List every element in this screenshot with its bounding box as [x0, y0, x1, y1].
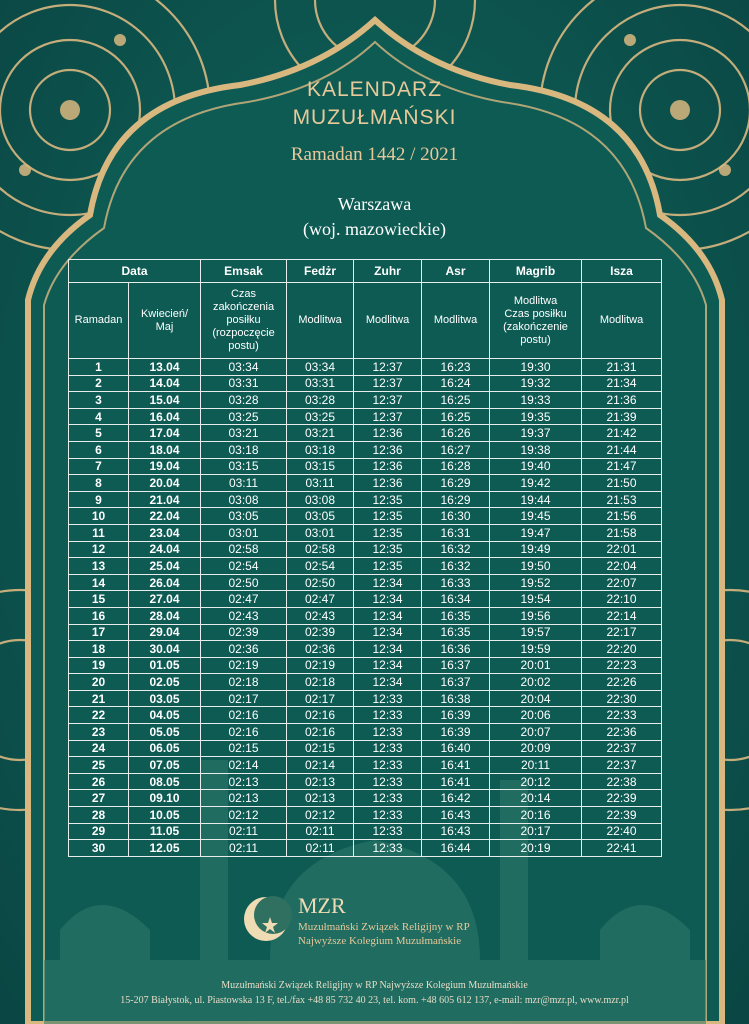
table-cell: 20.04	[129, 475, 201, 492]
table-cell: 02:14	[287, 757, 354, 774]
table-cell: 29.04	[129, 624, 201, 641]
table-cell: 22:14	[582, 607, 662, 624]
table-cell: 02:18	[287, 674, 354, 691]
table-cell: 02:11	[201, 840, 287, 857]
table-cell: 22	[69, 707, 129, 724]
table-cell: 30.04	[129, 641, 201, 658]
table-cell: 27	[69, 790, 129, 807]
logo-line1: Muzułmański Związek Religijny w RP	[298, 921, 470, 933]
table-cell: 10	[69, 508, 129, 525]
table-cell: 07.05	[129, 757, 201, 774]
table-cell: 02:11	[287, 823, 354, 840]
table-cell: 02:36	[287, 641, 354, 658]
table-cell: 12:33	[354, 807, 422, 824]
table-cell: 26	[69, 773, 129, 790]
table-cell: 02:47	[287, 591, 354, 608]
table-cell: 01.05	[129, 657, 201, 674]
table-cell: 19:52	[490, 574, 582, 591]
table-cell: 20:16	[490, 807, 582, 824]
table-cell: 05.05	[129, 724, 201, 741]
table-cell: 02:16	[201, 707, 287, 724]
table-cell: 12:34	[354, 657, 422, 674]
table-cell: 02.05	[129, 674, 201, 691]
table-cell: 22:33	[582, 707, 662, 724]
table-cell: 21:47	[582, 458, 662, 475]
table-cell: 03:01	[287, 524, 354, 541]
table-row	[69, 491, 662, 508]
table-cell: 02:58	[201, 541, 287, 558]
table-cell: 16:31	[422, 524, 490, 541]
table-cell: 03:05	[201, 508, 287, 525]
table-cell: 2	[69, 375, 129, 392]
table-cell: 25	[69, 757, 129, 774]
table-cell: 16:43	[422, 807, 490, 824]
table-cell: 02:18	[201, 674, 287, 691]
table-cell: 22:04	[582, 558, 662, 575]
table-cell: 21:56	[582, 508, 662, 525]
table-cell: 22:39	[582, 807, 662, 824]
table-cell: 22:30	[582, 690, 662, 707]
table-cell: 12:35	[354, 491, 422, 508]
table-cell: 19:32	[490, 375, 582, 392]
table-cell: 16:36	[422, 641, 490, 658]
calendar-title-line2: MUZUŁMAŃSKI	[292, 106, 457, 129]
table-cell: 16:24	[422, 375, 490, 392]
table-cell: 22:10	[582, 591, 662, 608]
city-name: Warszawa	[337, 194, 412, 214]
table-cell: 02:36	[201, 641, 287, 658]
table-cell: 4	[69, 408, 129, 425]
table-cell: 16:26	[422, 425, 490, 442]
table-cell: 23	[69, 724, 129, 741]
table-cell: 20:14	[490, 790, 582, 807]
table-cell: 9	[69, 491, 129, 508]
table-cell: 10.05	[129, 807, 201, 824]
table-body	[69, 359, 662, 857]
table-row	[69, 757, 662, 774]
table-cell: 25.04	[129, 558, 201, 575]
table-cell: 12	[69, 541, 129, 558]
table-cell: 22:23	[582, 657, 662, 674]
table-cell: 19.04	[129, 458, 201, 475]
table-cell: 02:16	[287, 724, 354, 741]
table-cell: 16:29	[422, 475, 490, 492]
table-row	[69, 823, 662, 840]
header-asr: Asr	[422, 260, 490, 283]
table-cell: 22:20	[582, 641, 662, 658]
table-cell: 30	[69, 840, 129, 857]
table-cell: 02:12	[201, 807, 287, 824]
table-cell: 03:08	[287, 491, 354, 508]
table-row	[69, 657, 662, 674]
table-cell: 02:17	[287, 690, 354, 707]
subheader-fedzr: Modlitwa	[287, 283, 354, 359]
table-cell: 02:47	[201, 591, 287, 608]
table-cell: 02:50	[201, 574, 287, 591]
table-cell: 16:28	[422, 458, 490, 475]
table-cell: 02:11	[287, 840, 354, 857]
table-cell: 22:41	[582, 840, 662, 857]
table-row	[69, 441, 662, 458]
table-cell: 21:36	[582, 392, 662, 409]
table-row	[69, 558, 662, 575]
table-cell: 12:33	[354, 773, 422, 790]
subheader-date: Kwiecień/ Maj	[129, 283, 201, 359]
table-cell: 16	[69, 607, 129, 624]
table-cell: 22:40	[582, 823, 662, 840]
table-cell: 21:31	[582, 359, 662, 376]
table-cell: 16:37	[422, 657, 490, 674]
table-row	[69, 524, 662, 541]
table-cell: 22:39	[582, 790, 662, 807]
table-cell: 19:37	[490, 425, 582, 442]
table-cell: 13.04	[129, 359, 201, 376]
table-cell: 20:17	[490, 823, 582, 840]
table-cell: 02:19	[287, 657, 354, 674]
table-cell: 12:33	[354, 707, 422, 724]
table-row	[69, 690, 662, 707]
table-cell: 16:29	[422, 491, 490, 508]
table-cell: 20:12	[490, 773, 582, 790]
table-cell: 18.04	[129, 441, 201, 458]
table-row	[69, 707, 662, 724]
table-cell: 12:34	[354, 607, 422, 624]
table-cell: 12:37	[354, 375, 422, 392]
table-cell: 28.04	[129, 607, 201, 624]
table-cell: 02:54	[287, 558, 354, 575]
table-cell: 16.04	[129, 408, 201, 425]
table-cell: 19:59	[490, 641, 582, 658]
table-cell: 22.04	[129, 508, 201, 525]
table-row	[69, 624, 662, 641]
header-isza: Isza	[582, 260, 662, 283]
table-cell: 02:50	[287, 574, 354, 591]
table-row	[69, 541, 662, 558]
table-cell: 16:33	[422, 574, 490, 591]
table-cell: 03.05	[129, 690, 201, 707]
header-data: Data	[69, 260, 201, 283]
table-cell: 09.10	[129, 790, 201, 807]
table-cell: 12:35	[354, 541, 422, 558]
table-cell: 03:08	[201, 491, 287, 508]
table-cell: 17	[69, 624, 129, 641]
table-cell: 22:26	[582, 674, 662, 691]
table-cell: 12:33	[354, 823, 422, 840]
table-row	[69, 359, 662, 376]
table-cell: 3	[69, 392, 129, 409]
table-cell: 12:35	[354, 524, 422, 541]
table-row	[69, 458, 662, 475]
table-cell: 04.05	[129, 707, 201, 724]
table-cell: 23.04	[129, 524, 201, 541]
table-cell: 19:50	[490, 558, 582, 575]
table-cell: 02:16	[287, 707, 354, 724]
table-cell: 19:49	[490, 541, 582, 558]
table-cell: 21:58	[582, 524, 662, 541]
table-cell: 19:47	[490, 524, 582, 541]
table-cell: 16:37	[422, 674, 490, 691]
subheader-zuhr: Modlitwa	[354, 283, 422, 359]
subheader-isza: Modlitwa	[582, 283, 662, 359]
table-cell: 12:33	[354, 724, 422, 741]
table-cell: 22:01	[582, 541, 662, 558]
table-cell: 22:38	[582, 773, 662, 790]
ramadan-subtitle: Ramadan 1442 / 2021	[290, 144, 459, 165]
table-cell: 20:01	[490, 657, 582, 674]
table-cell: 29	[69, 823, 129, 840]
table-row	[69, 425, 662, 442]
table-cell: 02:13	[287, 773, 354, 790]
subheader-asr: Modlitwa	[422, 283, 490, 359]
table-cell: 03:28	[201, 392, 287, 409]
table-cell: 20:02	[490, 674, 582, 691]
table-cell: 02:14	[201, 757, 287, 774]
table-cell: 21:50	[582, 475, 662, 492]
table-cell: 20:07	[490, 724, 582, 741]
table-cell: 02:16	[201, 724, 287, 741]
table-cell: 16:34	[422, 591, 490, 608]
table-cell: 03:25	[201, 408, 287, 425]
table-cell: 16:38	[422, 690, 490, 707]
table-cell: 02:13	[201, 773, 287, 790]
table-cell: 16:43	[422, 823, 490, 840]
table-cell: 03:34	[201, 359, 287, 376]
table-cell: 03:21	[287, 425, 354, 442]
table-cell: 19:57	[490, 624, 582, 641]
table-cell: 02:13	[201, 790, 287, 807]
table-row	[69, 740, 662, 757]
table-cell: 02:19	[201, 657, 287, 674]
table-cell: 8	[69, 475, 129, 492]
table-cell: 19:40	[490, 458, 582, 475]
table-cell: 21:44	[582, 441, 662, 458]
table-cell: 19	[69, 657, 129, 674]
table-cell: 02:54	[201, 558, 287, 575]
table-cell: 16:23	[422, 359, 490, 376]
table-cell: 02:43	[287, 607, 354, 624]
table-cell: 21:42	[582, 425, 662, 442]
region-name: (woj. mazowieckie)	[303, 219, 446, 239]
table-cell: 12:36	[354, 425, 422, 442]
table-cell: 22:36	[582, 724, 662, 741]
table-cell: 15	[69, 591, 129, 608]
table-cell: 19:42	[490, 475, 582, 492]
table-cell: 5	[69, 425, 129, 442]
crescent-star-icon	[240, 893, 292, 945]
table-cell: 12:36	[354, 441, 422, 458]
table-cell: 21	[69, 690, 129, 707]
table-cell: 20:19	[490, 840, 582, 857]
table-cell: 20:11	[490, 757, 582, 774]
table-cell: 19:38	[490, 441, 582, 458]
table-cell: 14.04	[129, 375, 201, 392]
table-cell: 16:30	[422, 508, 490, 525]
table-cell: 19:35	[490, 408, 582, 425]
table-row	[69, 574, 662, 591]
table-cell: 24.04	[129, 541, 201, 558]
table-cell: 21.04	[129, 491, 201, 508]
table-cell: 12:33	[354, 690, 422, 707]
subheader-magrib: Modlitwa Czas posiłku (zakończenie postu)	[490, 283, 582, 359]
table-cell: 03:31	[201, 375, 287, 392]
table-cell: 16:32	[422, 558, 490, 575]
table-cell: 12:33	[354, 757, 422, 774]
logo-name: MZR	[298, 893, 346, 918]
table-cell: 19:33	[490, 392, 582, 409]
table-cell: 16:35	[422, 624, 490, 641]
table-cell: 20	[69, 674, 129, 691]
table-row	[69, 724, 662, 741]
table-cell: 16:39	[422, 724, 490, 741]
table-cell: 12:34	[354, 674, 422, 691]
table-cell: 12:37	[354, 392, 422, 409]
table-row	[69, 375, 662, 392]
footer-organization: Muzułmański Związek Religijny w RP Najwyższe Kolegium Muzułmańskie	[221, 980, 528, 991]
table-cell: 22:17	[582, 624, 662, 641]
table-cell: 03:34	[287, 359, 354, 376]
table-row	[69, 641, 662, 658]
table-cell: 02:13	[287, 790, 354, 807]
table-cell: 7	[69, 458, 129, 475]
table-cell: 22:37	[582, 740, 662, 757]
table-cell: 12:34	[354, 624, 422, 641]
table-cell: 19:44	[490, 491, 582, 508]
table-cell: 03:11	[287, 475, 354, 492]
table-cell: 19:45	[490, 508, 582, 525]
table-cell: 12:36	[354, 458, 422, 475]
table-cell: 03:31	[287, 375, 354, 392]
table-cell: 19:30	[490, 359, 582, 376]
table-cell: 03:01	[201, 524, 287, 541]
table-cell: 12:33	[354, 840, 422, 857]
table-cell: 6	[69, 441, 129, 458]
table-cell: 11	[69, 524, 129, 541]
table-cell: 06.05	[129, 740, 201, 757]
calendar-title-line1: KALENDARZ	[306, 78, 443, 101]
table-cell: 16:40	[422, 740, 490, 757]
table-cell: 16:41	[422, 757, 490, 774]
table-cell: 16:25	[422, 408, 490, 425]
table-cell: 26.04	[129, 574, 201, 591]
table-cell: 1	[69, 359, 129, 376]
subheader-emsak: Czas zakończenia posiłku (rozpoczęcie postu)	[201, 283, 287, 359]
table-cell: 20:06	[490, 707, 582, 724]
table-cell: 17.04	[129, 425, 201, 442]
table-cell: 16:39	[422, 707, 490, 724]
table-cell: 16:32	[422, 541, 490, 558]
table-cell: 11.05	[129, 823, 201, 840]
table-cell: 03:28	[287, 392, 354, 409]
table-row	[69, 475, 662, 492]
table-cell: 12:34	[354, 574, 422, 591]
table-cell: 18	[69, 641, 129, 658]
table-cell: 02:15	[201, 740, 287, 757]
table-row	[69, 607, 662, 624]
table-cell: 03:25	[287, 408, 354, 425]
header-magrib: Magrib	[490, 260, 582, 283]
table-cell: 12:34	[354, 641, 422, 658]
table-cell: 08.05	[129, 773, 201, 790]
table-cell: 12:35	[354, 558, 422, 575]
header-emsak: Emsak	[201, 260, 287, 283]
table-row	[69, 773, 662, 790]
table-cell: 20:04	[490, 690, 582, 707]
table-cell: 12:37	[354, 359, 422, 376]
table-cell: 16:42	[422, 790, 490, 807]
logo-line2: Najwyższe Kolegium Muzułmańskie	[298, 935, 462, 947]
table-cell: 12:33	[354, 740, 422, 757]
table-cell: 03:18	[287, 441, 354, 458]
header-zuhr: Zuhr	[354, 260, 422, 283]
table-cell: 13	[69, 558, 129, 575]
table-cell: 22:07	[582, 574, 662, 591]
table-cell: 12:34	[354, 591, 422, 608]
table-cell: 02:58	[287, 541, 354, 558]
table-cell: 12.05	[129, 840, 201, 857]
table-cell: 21:39	[582, 408, 662, 425]
table-cell: 22:37	[582, 757, 662, 774]
table-cell: 24	[69, 740, 129, 757]
table-cell: 03:18	[201, 441, 287, 458]
table-cell: 16:35	[422, 607, 490, 624]
table-row	[69, 508, 662, 525]
table-row	[69, 591, 662, 608]
table-cell: 03:21	[201, 425, 287, 442]
table-cell: 21:53	[582, 491, 662, 508]
table-cell: 12:33	[354, 790, 422, 807]
subheader-ramadan: Ramadan	[69, 283, 129, 359]
table-cell: 28	[69, 807, 129, 824]
table-row	[69, 392, 662, 409]
table-cell: 15.04	[129, 392, 201, 409]
table-cell: 03:15	[287, 458, 354, 475]
footer-contact: 15-207 Białystok, ul. Piastowska 13 F, tel./fax +48 85 732 40 23, tel. kom. +48 605 612 137, e-mail: mzr@mzr.pl, www.mzr.pl	[120, 995, 629, 1006]
table-cell: 02:39	[201, 624, 287, 641]
table-cell: 19:54	[490, 591, 582, 608]
table-row	[69, 408, 662, 425]
table-cell: 19:56	[490, 607, 582, 624]
table-cell: 12:35	[354, 508, 422, 525]
table-cell: 02:11	[201, 823, 287, 840]
table-cell: 27.04	[129, 591, 201, 608]
table-cell: 20:09	[490, 740, 582, 757]
table-cell: 03:05	[287, 508, 354, 525]
header-fedzr: Fedżr	[287, 260, 354, 283]
table-cell: 16:41	[422, 773, 490, 790]
table-cell: 14	[69, 574, 129, 591]
table-cell: 03:15	[201, 458, 287, 475]
table-cell: 12:37	[354, 408, 422, 425]
table-cell: 02:12	[287, 807, 354, 824]
table-cell: 21:34	[582, 375, 662, 392]
table-cell: 16:25	[422, 392, 490, 409]
table-cell: 02:17	[201, 690, 287, 707]
table-row	[69, 790, 662, 807]
table-cell: 12:36	[354, 475, 422, 492]
table-row	[69, 674, 662, 691]
table-cell: 02:15	[287, 740, 354, 757]
table-cell: 02:43	[201, 607, 287, 624]
table-cell: 02:39	[287, 624, 354, 641]
table-cell: 16:27	[422, 441, 490, 458]
table-cell: 16:44	[422, 840, 490, 857]
table-row	[69, 840, 662, 857]
table-row	[69, 807, 662, 824]
prayer-times-table	[68, 259, 661, 857]
table-cell: 03:11	[201, 475, 287, 492]
